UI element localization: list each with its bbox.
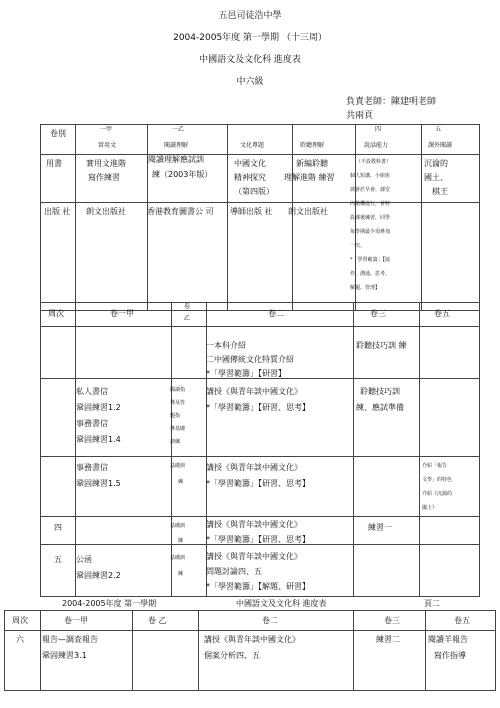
row4-paper1b-1: 基礎訓 (170, 523, 186, 529)
schedule-header-paper1a: 卷一甲 (110, 309, 134, 318)
year-term: 2004-2005年度 第一學期 （十三周） (173, 33, 327, 43)
page2-header-paper5: 卷五 (454, 616, 470, 625)
table-label-publisher: 出版 社 (44, 207, 71, 216)
row1-paper2-2: 二中國傳統文化特質介紹 (206, 355, 294, 364)
row5-paper2-3: *「學習範籌」【解題、研習】 (206, 582, 310, 591)
row3-paper5-1: 介紹「報告 (422, 463, 448, 469)
page2-header-paper3: 卷三 (384, 616, 400, 625)
table-label-paper: 卷別 (50, 129, 66, 138)
speaking-note-4: 內隨機進行，並特 (350, 201, 391, 207)
row5-paper2-2: 問題討論四、五 (206, 567, 262, 576)
row3-paper5-4: 國土》 (422, 505, 438, 511)
header-paper1b-num: 一乙 (172, 126, 185, 133)
page2-row-paper3: 練習二 (376, 635, 400, 644)
speaking-note-9: 作、溝通、思考、 (350, 271, 391, 277)
row5-paper1a-1: 公函 (76, 555, 92, 564)
school-name: 五邑司徒浩中學 (218, 11, 282, 21)
page2-row-paper2-1: 講授《與青年談中國文化》 (204, 635, 300, 644)
row4-paper2-1: 講授《與青年談中國文化》 (206, 520, 302, 529)
page2-year-term: 2004-2005年度 第一學期 (62, 599, 157, 608)
book-reading-line3: 棋王 (432, 187, 448, 196)
page2-row-week: 六 (16, 635, 24, 644)
schedule-header-paper1b-1: 卷 (184, 303, 191, 310)
book-reading-line1: 沉淪的 (424, 159, 448, 168)
table-label-books: 用書 (46, 159, 62, 168)
row3-paper5-3: 介紹《沉淪的 (422, 491, 453, 497)
publisher-culture: 導師出版 社 (230, 207, 273, 216)
book-paper1b-line1: 閱讀理解應試訓 (148, 155, 204, 164)
speaking-note-7: 一次。 (350, 243, 366, 249)
row2-paper1b-1: 閱讀指 (170, 387, 186, 393)
schedule-header-paper3: 卷三 (370, 309, 386, 318)
header-paper1b-name: 閱讀理解 (164, 142, 189, 149)
row5-paper1b-1: 基礎訓 (170, 555, 186, 561)
page2-header-paper1b: 卷 乙 (148, 616, 167, 625)
row2-paper2-2: *「學習範籌」【研習、思考】 (206, 403, 310, 412)
row2-paper1b-2: 導及答 (170, 400, 186, 406)
row3-paper1b-1: 基礎訓 (170, 463, 186, 469)
row4-paper3-1: 練習一 (368, 523, 392, 532)
book-listening-line2: 理解進階 練習 (284, 173, 335, 182)
schedule-header-paper5: 卷五 (434, 309, 450, 318)
pages-label: 共兩頁 (346, 111, 374, 121)
book-reading-line2: 國土、 (424, 173, 448, 182)
page2-row-paper5-2: 寫作指導 (434, 651, 466, 660)
page2-header-week: 周次 (12, 616, 28, 625)
row2-paper1a-1: 私人書信 (76, 387, 108, 396)
header-speaking-name: 說話能力 (364, 142, 389, 149)
grade-label: 中六級 (236, 77, 264, 87)
row1-paper3-1: 聆聽技巧訓 練 (356, 341, 407, 350)
book-culture-line2: 精神探究 (234, 173, 266, 182)
row2-paper1a-3: 事務書信 (76, 419, 108, 428)
speaking-note-8: *「學習範籌」【協 (350, 257, 391, 263)
row2-paper1b-3: 題指 (170, 413, 181, 419)
header-paper1-name: 實用文 (98, 142, 117, 149)
page2-row-paper5-1: 閱讀羊報告 (428, 635, 468, 644)
schedule-header-paper2: 卷二 (268, 309, 284, 318)
row4-paper1b-2: 練 (178, 538, 184, 544)
row2-paper2-1: 講授《與青年談中國文化》 (206, 387, 302, 396)
page2-page-number: 頁二 (424, 599, 440, 608)
header-speaking-num: 四 (375, 126, 382, 133)
row2-paper3-2: 練、應試準備 (356, 403, 404, 412)
row5-paper1b-2: 練 (178, 571, 184, 577)
row5-paper1a-2: 鞏固練習2.2 (76, 571, 121, 580)
row3-paper2-2: *「學習範籌」【研習、思考】 (206, 479, 310, 488)
page2-row-paper1a-1: 報告—調查報告 (42, 635, 98, 644)
book-paper1b-line2: 練（2003年版） (152, 170, 213, 179)
page2-header-paper2: 卷二 (262, 616, 278, 625)
speaking-note-6: 每學期最少須參加 (350, 229, 391, 235)
row2-paper1b-4: 導基礎 (170, 426, 186, 432)
page2-row-paper2-2: 個案分析四、五 (204, 651, 260, 660)
speaking-note-5: 設課後練習，同學 (350, 215, 391, 221)
row3-paper1a-2: 鞏固練習1.5 (76, 479, 121, 488)
header-reading-name: 課外閱讀 (428, 142, 453, 149)
row2-paper1b-5: 訓練 (170, 439, 181, 445)
page2-header-paper1a: 卷一甲 (64, 616, 88, 625)
speaking-note-10: 解題、管理】 (350, 285, 381, 291)
book-culture-line1: 中國文化 (234, 159, 266, 168)
schedule-header-paper1b-2: 乙 (184, 315, 191, 322)
row1-paper2-1: 一本科介紹 (206, 341, 246, 350)
publisher-listening: 朗文出版社 (288, 207, 328, 216)
header-paper1-num: 一甲 (100, 126, 113, 133)
row1-paper2-3: *「學習範籌」【研習】 (206, 369, 286, 378)
row5-week: 五 (54, 555, 62, 564)
teacher-label: 負責老師：陳建明老師 (346, 97, 437, 107)
book-culture-line3: （第四版） (234, 187, 274, 196)
speaking-note-3: 談會於早會、課堂 (350, 187, 391, 193)
page2-subject: 中國語文及文化科 進度表 (236, 599, 327, 608)
row2-paper1a-2: 鞏固練習1.2 (76, 403, 121, 412)
schedule-header-week: 周次 (48, 309, 64, 318)
row4-paper2-2: *「學習範籌」【研習、思考】 (206, 535, 310, 544)
speaking-note-2: 個人短講、小組座 (350, 173, 391, 179)
book-paper1-line2: 寫作練習 (88, 173, 120, 182)
header-reading-num: 五 (435, 126, 442, 133)
publisher-paper1b: 香港教育圖書公 司 (147, 207, 214, 216)
row3-paper1b-2: 練 (178, 479, 184, 485)
speaking-note-1: （不設教科書） (356, 159, 392, 165)
publisher-paper1: 朗文出版社 (86, 207, 126, 216)
subject-title: 中國語文及文化科 進度表 (199, 55, 301, 65)
row2-paper3-1: 聆聽技巧訓 (360, 387, 400, 396)
row3-paper1a-1: 事務書信 (76, 463, 108, 472)
book-paper1-line1: 實用文進階 (86, 159, 126, 168)
page2-row-paper1a-2: 鞏固練習3.1 (42, 651, 87, 660)
book-listening-line1: 新編聆聽 (296, 159, 328, 168)
row3-paper2-1: 講授《與青年談中國文化》 (206, 463, 302, 472)
row3-paper5-2: 文學」的特色 (422, 477, 453, 483)
row5-paper2-1: 講授《與青年談中國文化》 (206, 552, 302, 561)
header-listening: 聆聽理解 (300, 142, 325, 149)
header-culture: 文化專題 (240, 142, 265, 149)
row4-week: 四 (54, 523, 62, 532)
row2-paper1a-4: 鞏固練習1.4 (76, 435, 121, 444)
